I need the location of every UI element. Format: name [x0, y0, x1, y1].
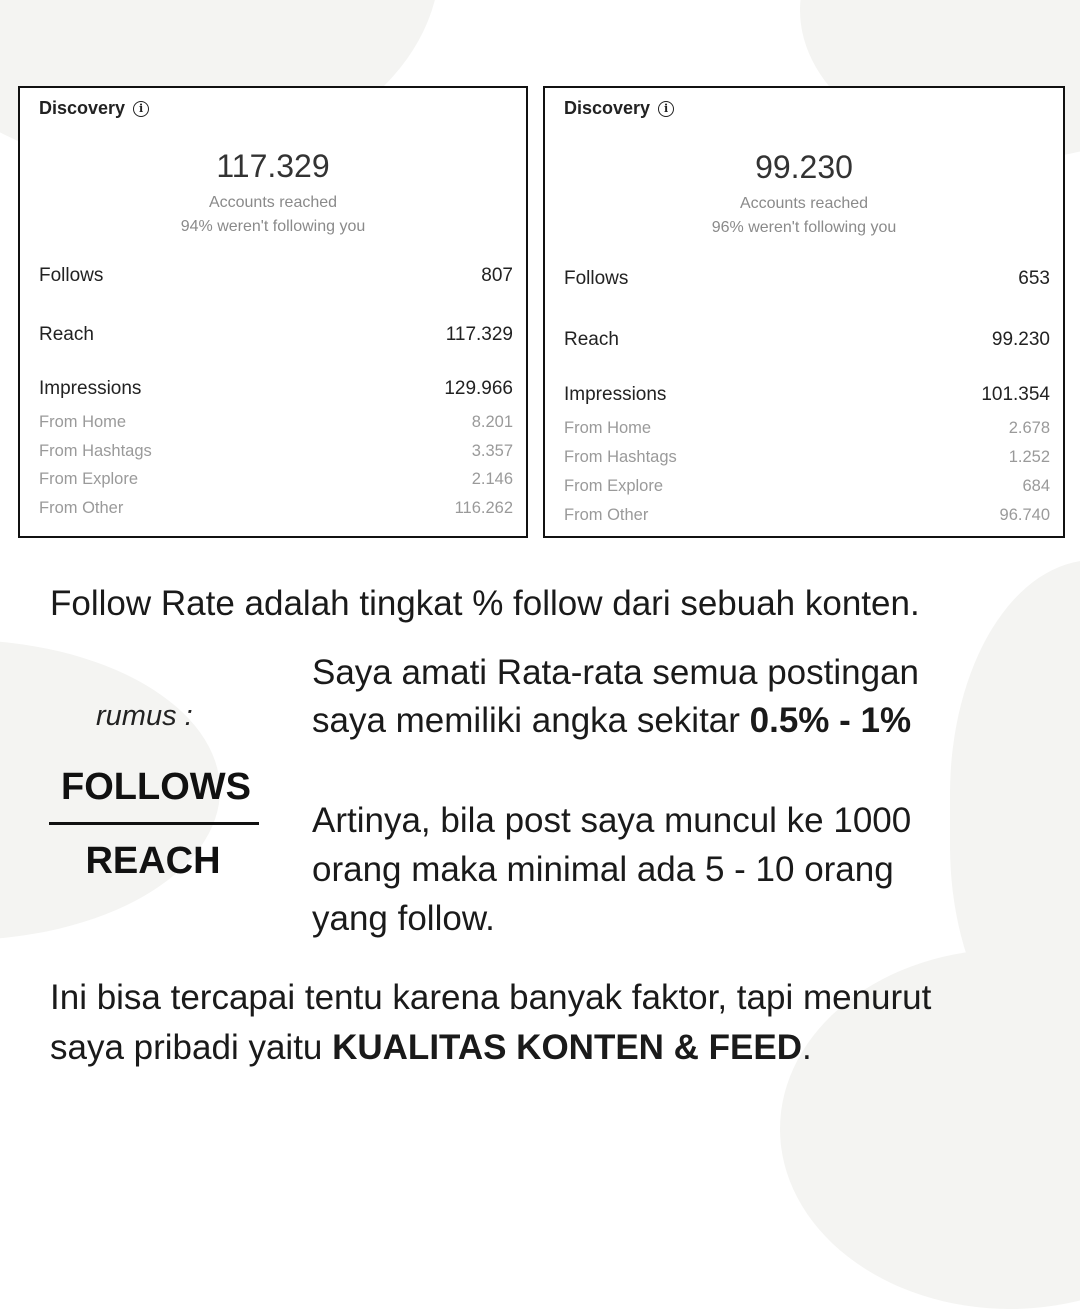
source-value: 8.201 [471, 413, 513, 431]
source-row [39, 499, 513, 518]
formula-numerator: FOLLOWS [61, 766, 251, 808]
follows-label: Follows [39, 265, 104, 286]
closing-text: saya pribadi yaitu [50, 1028, 333, 1067]
source-value: 2.146 [471, 470, 513, 488]
source-row [564, 506, 1050, 525]
discovery-card-2 [543, 86, 1065, 538]
discovery-card-1 [18, 86, 528, 538]
source-label: From Other [564, 506, 649, 524]
card-title: Discovery [564, 98, 651, 118]
info-icon[interactable]: i [658, 101, 674, 117]
meaning-line-2: orang maka minimal ada 5 - 10 orang [312, 850, 894, 889]
reach-row [39, 324, 513, 346]
reach-value: 99.230 [991, 329, 1050, 350]
source-value: 3.357 [471, 442, 513, 460]
source-label: From Home [39, 413, 127, 431]
reach-label: Reach [39, 324, 94, 345]
closing-line-1: Ini bisa tercapai tentu karena banyak faktor, tapi menurut [50, 978, 932, 1017]
accounts-reached-number: 99.230 [755, 149, 853, 185]
intro-text: Follow Rate adalah tingkat % follow dari sebuah konten. [50, 584, 920, 623]
observation-line-1: Saya amati Rata-rata semua postingan [312, 653, 919, 692]
impressions-value: 129.966 [444, 378, 513, 399]
source-label: From Other [39, 499, 124, 517]
impressions-row [39, 378, 513, 400]
source-row [39, 413, 513, 432]
source-value: 684 [1022, 477, 1050, 495]
follows-value: 653 [1018, 268, 1050, 289]
source-row [564, 448, 1050, 467]
source-label: From Hashtags [564, 448, 677, 466]
closing-line-2 [50, 1024, 812, 1072]
reach-label: Reach [564, 329, 619, 350]
impressions-value: 101.354 [981, 384, 1050, 405]
source-row [39, 442, 513, 461]
follows-label: Follows [564, 268, 629, 289]
source-value: 116.262 [454, 499, 513, 517]
source-value: 96.740 [999, 506, 1050, 524]
source-label: From Home [564, 419, 652, 437]
source-label: From Explore [564, 477, 664, 495]
follows-value: 807 [481, 265, 513, 286]
observation-text: saya memiliki angka sekitar [312, 701, 750, 740]
formula-label: rumus : [96, 700, 193, 732]
source-row [564, 477, 1050, 496]
meaning-line-3: yang follow. [312, 899, 495, 938]
source-label: From Hashtags [39, 442, 152, 460]
impressions-label: Impressions [39, 378, 142, 399]
source-value: 2.678 [1008, 419, 1050, 437]
accounts-reached-label: Accounts reached [739, 195, 869, 212]
follows-row [564, 268, 1050, 290]
rate-range: 0.5% - 1% [749, 701, 912, 740]
card-header [39, 98, 149, 119]
not-following-label: 94% weren't following you [180, 218, 366, 235]
accounts-reached-label: Accounts reached [208, 194, 338, 211]
source-row [39, 470, 513, 489]
formula-divider [49, 822, 259, 825]
reach-value: 117.329 [445, 324, 513, 345]
impressions-row [564, 384, 1050, 406]
formula-denominator: REACH [85, 840, 221, 882]
impressions-label: Impressions [564, 384, 667, 405]
info-icon[interactable]: i [133, 101, 149, 117]
card-title: Discovery [39, 98, 126, 118]
closing-emphasis: KUALITAS KONTEN & FEED [332, 1028, 803, 1067]
accounts-reached-number: 117.329 [216, 148, 330, 184]
observation-line-2 [312, 697, 911, 745]
source-label: From Explore [39, 470, 139, 488]
card-header [564, 98, 674, 119]
closing-period: . [802, 1028, 812, 1067]
source-value: 1.252 [1008, 448, 1050, 466]
not-following-label: 96% weren't following you [711, 219, 897, 236]
source-row [564, 419, 1050, 438]
reach-row [564, 329, 1050, 351]
follows-row [39, 265, 513, 287]
meaning-line-1: Artinya, bila post saya muncul ke 1000 [312, 801, 912, 840]
